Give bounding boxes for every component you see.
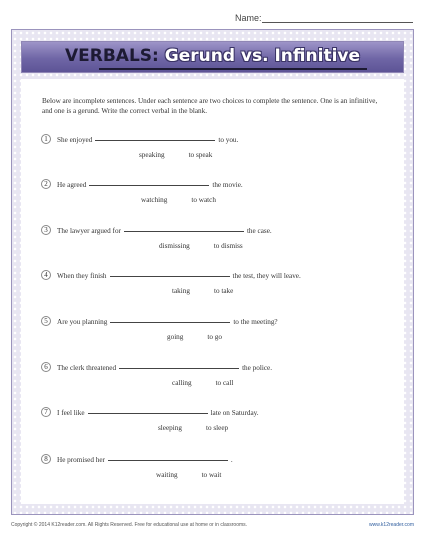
question-6 (21, 362, 404, 402)
choice-gerund: taking (172, 287, 190, 295)
answer-blank[interactable] (108, 454, 228, 461)
sentence-start: When they finish (57, 272, 107, 280)
sentence-end: the case. (246, 227, 272, 235)
worksheet-frame (11, 29, 414, 515)
question-sentence (57, 316, 278, 327)
answer-choices (172, 286, 257, 296)
question-number: 5 (41, 316, 51, 326)
question-8 (21, 454, 404, 494)
question-number: 2 (41, 179, 51, 189)
answer-choices (139, 150, 236, 160)
choice-gerund: watching (141, 196, 168, 204)
answer-blank[interactable] (95, 134, 215, 141)
question-3 (21, 225, 404, 265)
site-link[interactable]: www.k12reader.com (368, 522, 414, 528)
answer-choices (141, 195, 240, 205)
sentence-end: the test, they will leave. (232, 272, 301, 280)
choice-gerund: sleeping (158, 424, 182, 432)
question-2 (21, 179, 404, 219)
answer-choices (158, 423, 252, 433)
sentence-start: The lawyer argued for (57, 227, 121, 235)
sentence-start: Are you planning (57, 318, 108, 326)
answer-choices (159, 241, 267, 251)
sentence-start: He agreed (57, 181, 87, 189)
sentence-start: I feel like (57, 409, 85, 417)
choice-infinitive: to take (213, 287, 234, 295)
name-field (235, 13, 413, 29)
choice-infinitive: to dismiss (213, 242, 243, 250)
title-part-topic: Gerund vs. Infinitive (164, 46, 361, 66)
question-number: 3 (41, 225, 51, 235)
sentence-start: She enjoyed (57, 136, 93, 144)
name-line[interactable] (262, 22, 413, 23)
choice-infinitive: to call (215, 379, 234, 387)
question-sentence (57, 362, 272, 373)
title-part-verbals: VERBALS: (64, 46, 159, 66)
sentence-start: The clerk threatened (57, 364, 117, 372)
question-sentence (57, 134, 238, 145)
answer-blank[interactable] (88, 407, 208, 414)
choice-gerund: dismissing (159, 242, 190, 250)
worksheet-paper (21, 79, 404, 504)
question-sentence (57, 407, 259, 418)
sentence-end: . (230, 456, 233, 464)
sentence-end: to the meeting? (233, 318, 278, 326)
question-5 (21, 316, 404, 356)
answer-blank[interactable] (110, 316, 230, 323)
choice-infinitive: to sleep (205, 424, 229, 432)
instructions-text: Below are incomplete sentences. Under each sentence are two choices to complete the sentence. One is an infinitive, and one is a gerund. Write the correct verbal in the blank. (42, 97, 378, 115)
question-1 (21, 134, 404, 174)
question-sentence (57, 454, 233, 465)
choice-infinitive: to watch (191, 196, 216, 204)
title-underline (99, 68, 367, 70)
question-4 (21, 270, 404, 310)
choice-gerund: going (167, 333, 184, 341)
question-number: 4 (41, 270, 51, 280)
name-label: Name: (235, 13, 262, 23)
answer-blank[interactable] (110, 270, 230, 277)
question-7 (21, 407, 404, 447)
question-sentence (57, 179, 243, 190)
sentence-end: to you. (218, 136, 239, 144)
sentence-end: the movie. (212, 181, 243, 189)
answer-blank[interactable] (89, 179, 209, 186)
answer-blank[interactable] (124, 225, 244, 232)
question-number: 1 (41, 134, 51, 144)
sentence-end: the police. (242, 364, 272, 372)
title-banner (21, 41, 404, 73)
choice-gerund: waiting (156, 471, 178, 479)
question-sentence (57, 225, 272, 236)
answer-choices (172, 378, 257, 388)
worksheet-title (22, 46, 403, 66)
answer-blank[interactable] (119, 362, 239, 369)
page-footer (11, 522, 414, 528)
choice-infinitive: to wait (201, 471, 222, 479)
copyright-text: Copyright © 2014 K12reader.com. All Rights Reserved. Free for educational use at home or in classrooms. (11, 522, 248, 528)
answer-choices (167, 332, 246, 342)
question-number: 6 (41, 362, 51, 372)
answer-choices (156, 470, 245, 480)
choice-gerund: speaking (139, 151, 165, 159)
question-number: 8 (41, 454, 51, 464)
choice-infinitive: to speak (188, 151, 213, 159)
choice-gerund: calling (172, 379, 192, 387)
sentence-end: late on Saturday. (210, 409, 259, 417)
choice-infinitive: to go (207, 333, 222, 341)
question-sentence (57, 270, 301, 281)
sentence-start: He promised her (57, 456, 105, 464)
question-number: 7 (41, 407, 51, 417)
